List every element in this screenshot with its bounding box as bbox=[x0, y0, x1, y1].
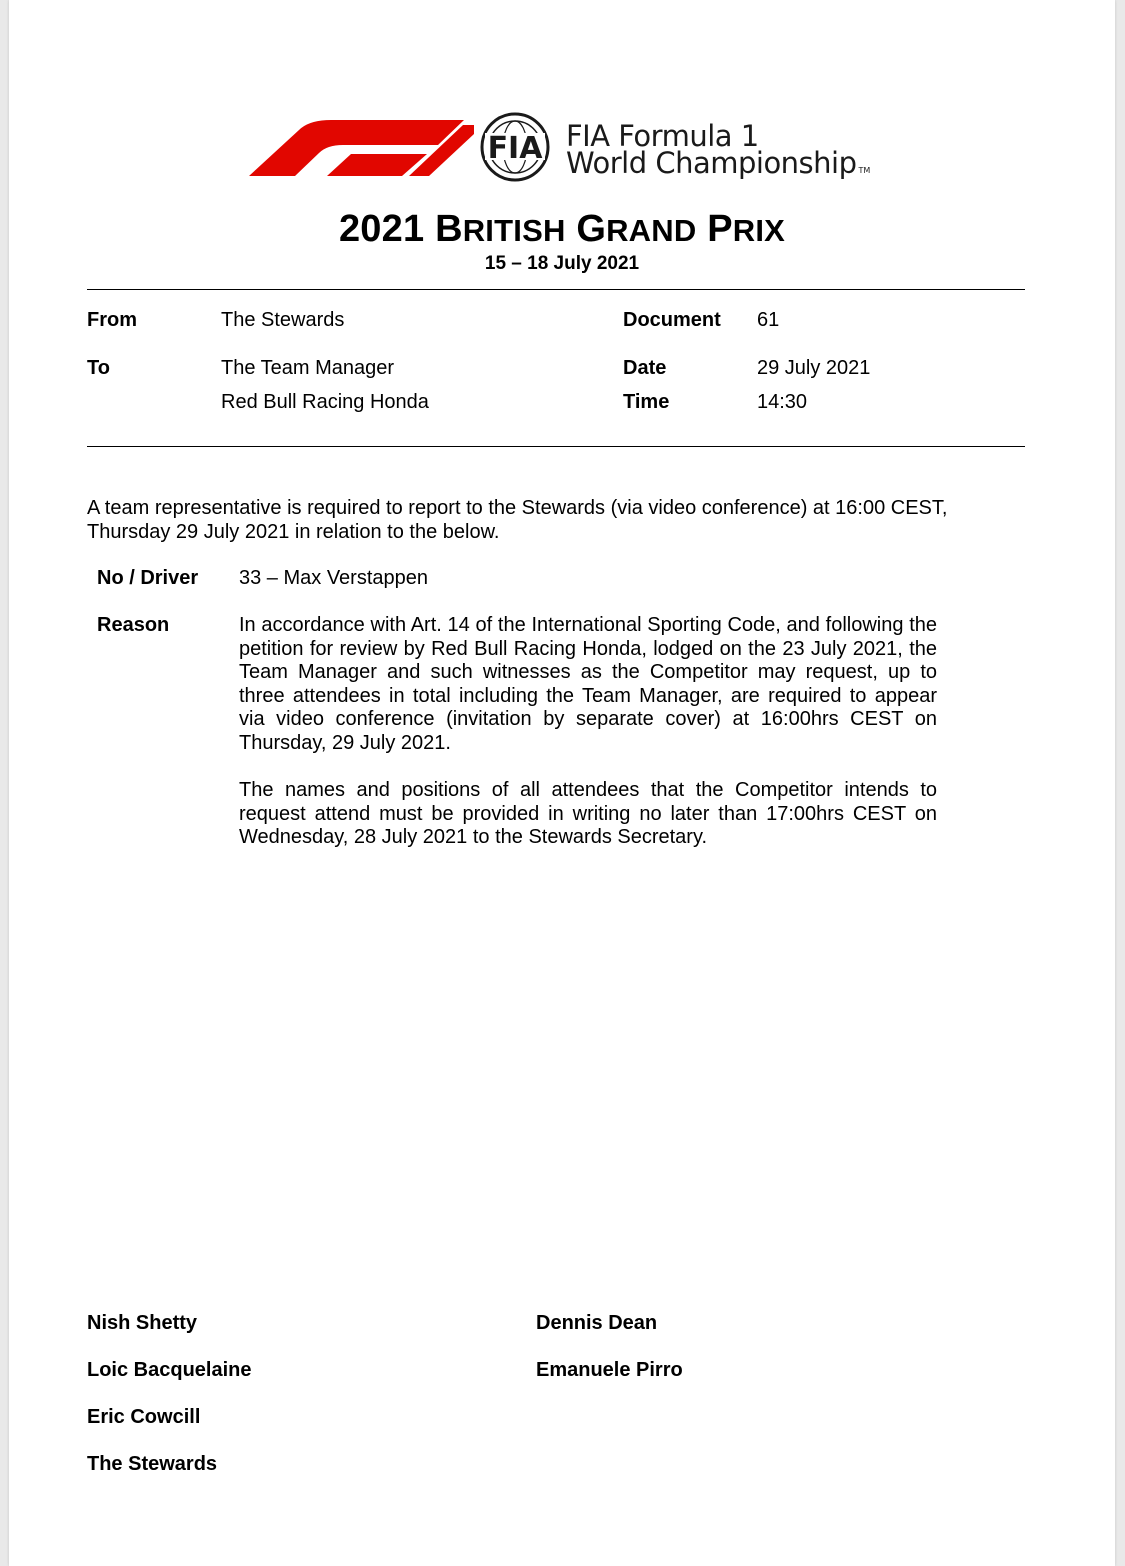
brand-line-2 bbox=[566, 146, 870, 180]
fia-mark-text: FIA bbox=[487, 131, 543, 166]
brand-line-2-text: World Championship bbox=[566, 146, 857, 180]
event-word-1-initial: B bbox=[435, 208, 463, 250]
signature-name: Eric Cowcill bbox=[87, 1406, 201, 1428]
signature-name: Dennis Dean bbox=[536, 1312, 658, 1334]
event-year: 2021 bbox=[338, 208, 425, 250]
event-word-1-rest: RITISH bbox=[462, 213, 566, 248]
event-word-2-rest: RAND bbox=[606, 213, 697, 248]
date-value: 29 July 2021 bbox=[757, 357, 871, 379]
driver-label: No / Driver bbox=[97, 567, 199, 589]
header-bottom-rule bbox=[87, 446, 1025, 447]
signature-name: Loic Bacquelaine bbox=[87, 1359, 252, 1381]
to-value-line-1: The Team Manager bbox=[221, 357, 395, 379]
event-word-2-initial: G bbox=[576, 208, 607, 250]
document-label: Document bbox=[623, 309, 721, 331]
brand-line-1: FIA Formula 1 bbox=[566, 119, 759, 153]
to-label: To bbox=[87, 357, 110, 379]
signature-name: Nish Shetty bbox=[87, 1312, 198, 1334]
event-word-3-rest: RIX bbox=[732, 213, 786, 248]
document-number: 61 bbox=[757, 309, 780, 331]
intro-paragraph: A team representative is required to report to the Stewards (via video conference) at 16:00 CEST, Thursday 29 July 2021 in relation to the below. bbox=[87, 497, 948, 543]
fia-emblem-icon bbox=[467, 111, 563, 183]
from-label: From bbox=[87, 309, 137, 331]
driver-value: 33 – Max Verstappen bbox=[239, 567, 429, 589]
date-label: Date bbox=[623, 357, 667, 379]
time-value: 14:30 bbox=[757, 391, 808, 413]
signatory-title: The Stewards bbox=[87, 1453, 218, 1475]
from-value: The Stewards bbox=[221, 309, 345, 331]
event-title bbox=[9, 208, 1115, 251]
reason-paragraph-2: The names and positions of all attendees that the Competitor intends to request attend must be provided in writing no later than 17:00hrs CEST on Wednesday, 28 July 2021 to the Stewards Secretary. bbox=[239, 779, 937, 848]
trademark-mark: TM bbox=[858, 166, 871, 175]
document-page bbox=[9, 0, 1115, 1566]
reason-label: Reason bbox=[97, 614, 170, 636]
time-label: Time bbox=[623, 391, 670, 413]
f1-logo-icon bbox=[239, 110, 474, 185]
signature-name: Emanuele Pirro bbox=[536, 1359, 683, 1381]
event-word-3-initial: P bbox=[707, 208, 733, 250]
reason-paragraph-1: In accordance with Art. 14 of the International Sporting Code, and following the petition for review by Red Bull Racing Honda, lodged on the 23 July 2021, the Team Manager and such witnesses as the Competitor may request, up to three attendees in total including the Team Manager, are required to appear via video conference (invitation by separate cover) at 16:00hrs CEST on Thursday, 29 July 2021. bbox=[239, 614, 937, 754]
header-top-rule bbox=[87, 289, 1025, 290]
fia-f1-logo bbox=[239, 110, 899, 185]
to-value-line-2: Red Bull Racing Honda bbox=[221, 391, 429, 413]
event-dates: 15 – 18 July 2021 bbox=[484, 253, 640, 274]
